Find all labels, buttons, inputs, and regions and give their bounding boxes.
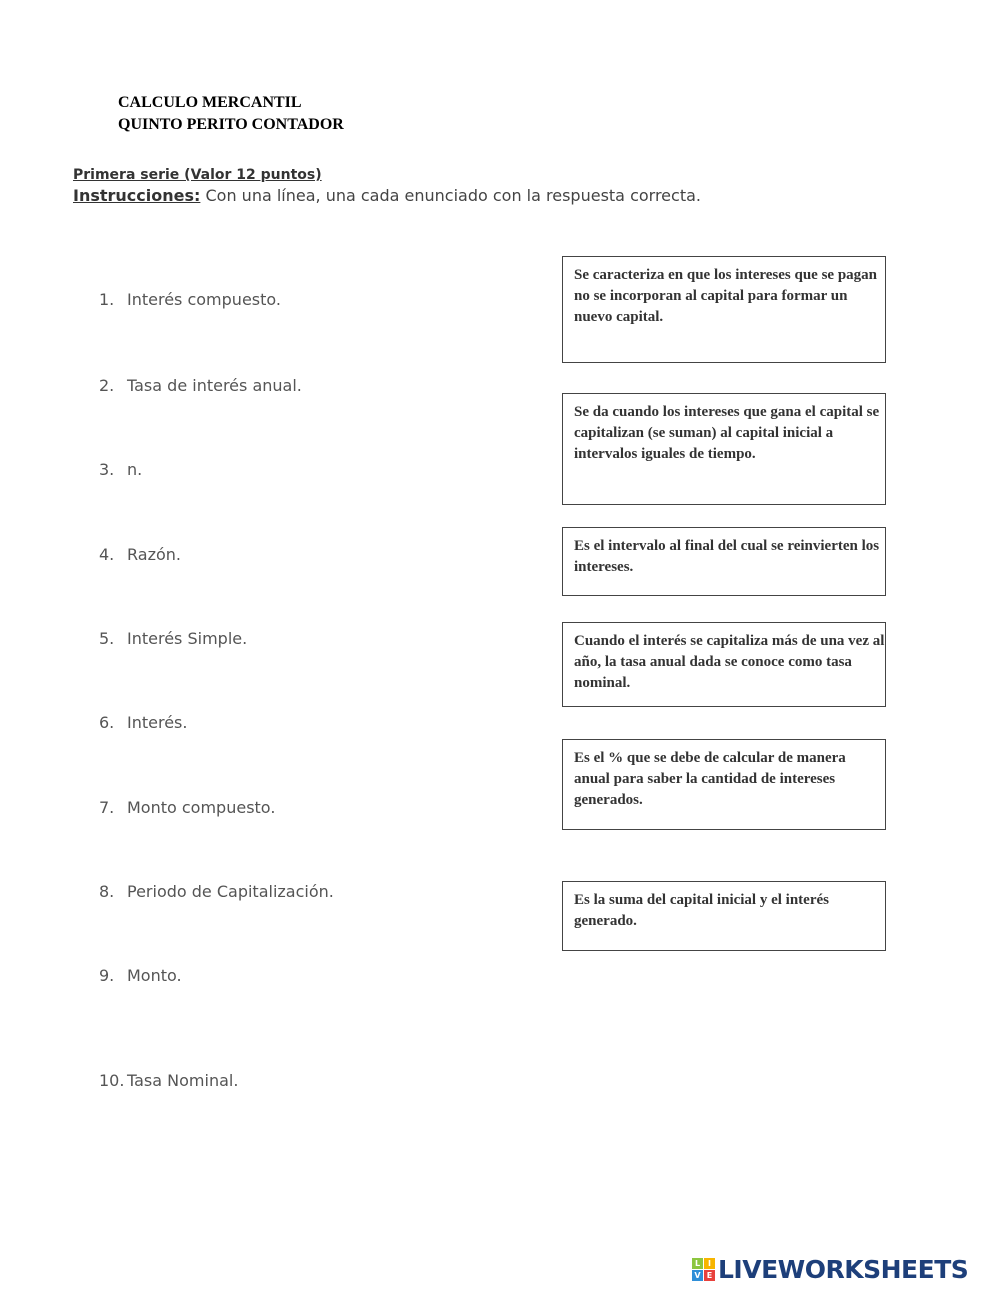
item-number: 10. <box>99 1071 125 1090</box>
list-item[interactable] <box>99 966 182 985</box>
list-item[interactable] <box>99 629 247 648</box>
logo-tile: E <box>704 1270 715 1281</box>
answer-box[interactable]: Cuando el interés se capitaliza más de una vez al año, la tasa anual dada se conoce como tasa nominal. <box>562 622 886 707</box>
logo-tile: I <box>704 1258 715 1269</box>
answer-box[interactable]: Es la suma del capital inicial y el interés generado. <box>562 881 886 951</box>
item-number: 5. <box>99 629 115 648</box>
item-text: Interés compuesto. <box>127 290 281 309</box>
item-text: Monto compuesto. <box>127 798 276 817</box>
list-item[interactable] <box>99 1071 238 1090</box>
list-item[interactable] <box>99 460 142 479</box>
list-item[interactable] <box>99 882 334 901</box>
list-item[interactable] <box>99 713 187 732</box>
instructions <box>73 186 701 205</box>
course-grade: QUINTO PERITO CONTADOR <box>118 116 344 133</box>
course-title: CALCULO MERCANTIL <box>118 94 302 111</box>
answer-box[interactable]: Se da cuando los intereses que gana el capital se capitalizan (se suman) al capital inicial a intervalos iguales de tiempo. <box>562 393 886 505</box>
item-text: n. <box>127 460 143 479</box>
instructions-label: Instrucciones: <box>73 186 201 205</box>
item-text: Periodo de Capitalización. <box>127 882 334 901</box>
answer-box[interactable]: Es el % que se debe de calcular de manera anual para saber la cantidad de intereses generados. <box>562 739 886 830</box>
item-number: 2. <box>99 376 115 395</box>
item-text: Tasa Nominal. <box>127 1071 239 1090</box>
item-number: 8. <box>99 882 115 901</box>
logo-text: LIVEWORKSHEETS <box>718 1255 969 1284</box>
logo-tiles-icon <box>692 1258 715 1281</box>
item-number: 7. <box>99 798 115 817</box>
instructions-text: Con una línea, una cada enunciado con la respuesta correcta. <box>200 186 701 205</box>
item-number: 4. <box>99 545 115 564</box>
item-text: Monto. <box>127 966 182 985</box>
item-number: 6. <box>99 713 115 732</box>
item-text: Tasa de interés anual. <box>127 376 302 395</box>
item-number: 3. <box>99 460 115 479</box>
item-number: 9. <box>99 966 115 985</box>
item-text: Interés Simple. <box>127 629 248 648</box>
logo-tile: L <box>692 1258 703 1269</box>
logo-tile: V <box>692 1270 703 1281</box>
list-item[interactable] <box>99 290 281 309</box>
item-text: Interés. <box>127 713 188 732</box>
list-item[interactable] <box>99 545 181 564</box>
item-text: Razón. <box>127 545 181 564</box>
section-title: Primera serie (Valor 12 puntos) <box>73 167 322 183</box>
answer-box[interactable]: Es el intervalo al final del cual se reinvierten los intereses. <box>562 527 886 596</box>
liveworksheets-logo <box>692 1255 968 1284</box>
answer-box[interactable]: Se caracteriza en que los intereses que se pagan no se incorporan al capital para formar un nuevo capital. <box>562 256 886 363</box>
list-item[interactable] <box>99 376 302 395</box>
list-item[interactable] <box>99 798 275 817</box>
item-number: 1. <box>99 290 115 309</box>
